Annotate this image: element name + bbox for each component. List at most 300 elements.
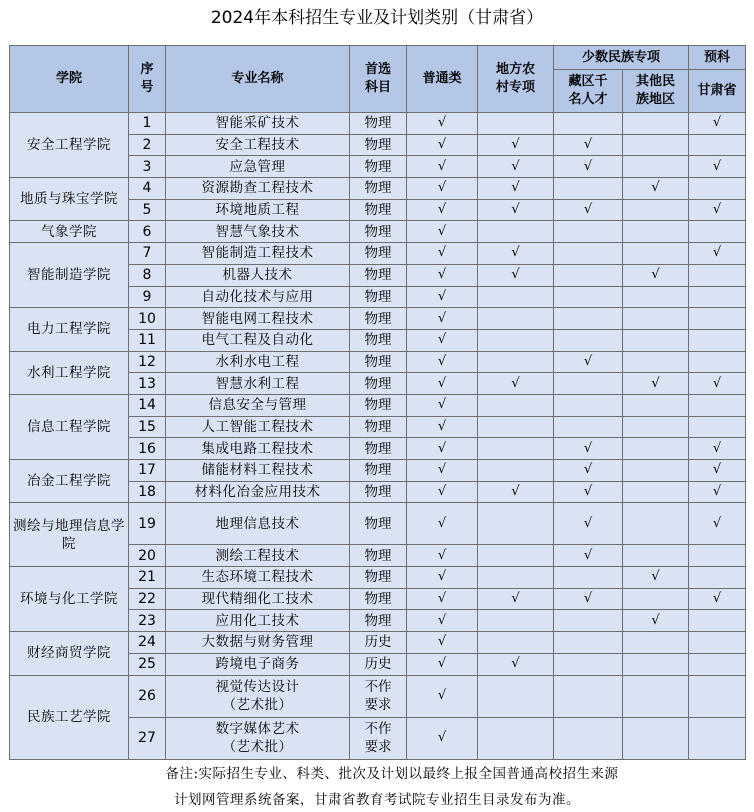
major-cell: 资源勘查工程技术	[166, 178, 350, 200]
gansu-check	[689, 503, 746, 545]
seq-cell: 26	[129, 675, 166, 717]
major-cell: 跨境电子商务	[166, 653, 350, 675]
other-minority-check	[623, 286, 689, 308]
table-row	[10, 567, 746, 589]
subject-cell: 物理	[350, 460, 407, 482]
other-minority-check	[623, 438, 689, 460]
rural-check	[478, 632, 554, 654]
table-row	[10, 394, 746, 416]
major-cell: 智慧水利工程	[166, 373, 350, 395]
tibet-check	[554, 632, 623, 654]
major-cell: 现代精细化工技术	[166, 588, 350, 610]
gansu-check	[689, 610, 746, 632]
school-name: 气象学院	[10, 221, 129, 243]
check-mark-icon: √	[651, 180, 660, 196]
header-minority-group: 少数民族专项	[554, 46, 689, 70]
check-mark-icon: √	[437, 180, 447, 196]
check-mark-icon: √	[437, 591, 447, 607]
other-minority-check	[623, 632, 689, 654]
subject-cell: 物理	[350, 199, 407, 221]
major-cell: 智能制造工程技术	[166, 243, 350, 265]
school-name: 安全工程学院	[10, 113, 129, 178]
gansu-check	[689, 438, 746, 460]
subject-cell: 物理	[350, 308, 407, 330]
check-mark-icon: √	[712, 158, 722, 174]
seq-cell: 24	[129, 632, 166, 654]
general-check	[407, 264, 478, 286]
tibet-check	[554, 610, 623, 632]
tibet-check	[554, 373, 623, 395]
rural-check	[478, 610, 554, 632]
tibet-check	[554, 394, 623, 416]
major-cell: 储能材料工程技术	[166, 460, 350, 482]
tibet-check	[554, 460, 623, 482]
check-mark-icon: √	[437, 397, 447, 413]
tibet-check	[554, 199, 623, 221]
check-mark-icon: √	[712, 462, 722, 478]
school-name: 电力工程学院	[10, 308, 129, 351]
table-row	[10, 503, 746, 545]
check-mark-icon: √	[437, 569, 447, 585]
table-row	[10, 351, 746, 373]
tibet-check	[554, 329, 623, 351]
subject-cell: 物理	[350, 438, 407, 460]
tibet-check	[554, 178, 623, 200]
other-minority-check	[623, 221, 689, 243]
tibet-check	[554, 243, 623, 265]
general-check	[407, 308, 478, 330]
tibet-check	[554, 503, 623, 545]
seq-cell: 2	[129, 134, 166, 156]
header-gansu: 甘肃省	[689, 70, 746, 113]
gansu-check	[689, 567, 746, 589]
gansu-check	[689, 394, 746, 416]
table-row	[10, 632, 746, 654]
major-cell: 人工智能工程技术	[166, 416, 350, 438]
school-name: 智能制造学院	[10, 243, 129, 308]
general-check	[407, 675, 478, 717]
rural-check	[478, 717, 554, 759]
other-minority-check	[623, 134, 689, 156]
seq-cell: 3	[129, 156, 166, 178]
general-check	[407, 481, 478, 503]
check-mark-icon: √	[651, 267, 660, 283]
school-name: 水利工程学院	[10, 351, 129, 394]
major-cell: 安全工程技术	[166, 134, 350, 156]
other-minority-check	[623, 264, 689, 286]
school-name: 财经商贸学院	[10, 632, 129, 675]
header-rural: 地方农 村专项	[478, 46, 554, 113]
gansu-check	[689, 416, 746, 438]
check-mark-icon: √	[583, 440, 593, 456]
rural-check	[478, 134, 554, 156]
other-minority-check	[623, 394, 689, 416]
general-check	[407, 567, 478, 589]
subject-cell: 物理	[350, 329, 407, 351]
check-mark-icon: √	[583, 591, 593, 607]
seq-cell: 19	[129, 503, 166, 545]
check-mark-icon: √	[437, 245, 447, 261]
major-cell: 生态环境工程技术	[166, 567, 350, 589]
check-mark-icon: √	[651, 612, 660, 628]
subject-cell: 物理	[350, 351, 407, 373]
gansu-check	[689, 199, 746, 221]
other-minority-check	[623, 113, 689, 135]
gansu-check	[689, 351, 746, 373]
check-mark-icon: √	[583, 158, 593, 174]
check-mark-icon: √	[437, 418, 447, 434]
check-mark-icon: √	[437, 515, 447, 531]
school-name: 民族工艺学院	[10, 675, 129, 759]
seq-cell: 18	[129, 481, 166, 503]
header-general: 普通类	[407, 46, 478, 113]
subject-cell: 物理	[350, 113, 407, 135]
header-subject: 首选 科目	[350, 46, 407, 113]
tibet-check	[554, 545, 623, 567]
tibet-check	[554, 438, 623, 460]
rural-check	[478, 653, 554, 675]
subject-cell: 物理	[350, 243, 407, 265]
seq-cell: 14	[129, 394, 166, 416]
table-row	[10, 221, 746, 243]
other-minority-check	[623, 416, 689, 438]
subject-cell: 物理	[350, 264, 407, 286]
major-cell: 视觉传达设计 （艺术批）	[166, 675, 350, 717]
major-cell: 数字媒体艺术 （艺术批）	[166, 717, 350, 759]
header-tibet: 藏区千 名人才	[554, 70, 623, 113]
tibet-check	[554, 134, 623, 156]
major-cell: 信息安全与管理	[166, 394, 350, 416]
check-mark-icon: √	[511, 267, 520, 283]
seq-cell: 22	[129, 588, 166, 610]
check-mark-icon: √	[712, 245, 722, 261]
major-cell: 应用化工技术	[166, 610, 350, 632]
school-name: 地质与珠宝学院	[10, 178, 129, 221]
check-mark-icon: √	[437, 137, 447, 153]
subject-cell: 物理	[350, 373, 407, 395]
gansu-check	[689, 653, 746, 675]
other-minority-check	[623, 588, 689, 610]
check-mark-icon: √	[511, 656, 520, 672]
rural-check	[478, 351, 554, 373]
general-check	[407, 460, 478, 482]
tibet-check	[554, 221, 623, 243]
check-mark-icon: √	[511, 591, 520, 607]
general-check	[407, 286, 478, 308]
gansu-check	[689, 178, 746, 200]
school-name: 冶金工程学院	[10, 460, 129, 503]
check-mark-icon: √	[437, 612, 447, 628]
general-check	[407, 653, 478, 675]
check-mark-icon: √	[511, 158, 520, 174]
rural-check	[478, 264, 554, 286]
check-mark-icon: √	[437, 730, 447, 745]
check-mark-icon: √	[437, 462, 447, 478]
check-mark-icon: √	[511, 137, 520, 153]
general-check	[407, 243, 478, 265]
rural-check	[478, 460, 554, 482]
check-mark-icon: √	[712, 115, 722, 131]
major-cell: 应急管理	[166, 156, 350, 178]
subject-cell: 物理	[350, 221, 407, 243]
check-mark-icon: √	[712, 375, 722, 391]
rural-check	[478, 394, 554, 416]
subject-cell: 物理	[350, 545, 407, 567]
subject-cell: 物理	[350, 588, 407, 610]
subject-cell: 物理	[350, 134, 407, 156]
check-mark-icon: √	[511, 180, 520, 196]
check-mark-icon: √	[437, 202, 447, 218]
check-mark-icon: √	[712, 484, 722, 500]
footnote-line-1: 备注:实际招生专业、科类、批次及计划以最终上报全国普通高校招生来源	[165, 766, 619, 782]
tibet-check	[554, 286, 623, 308]
tibet-check	[554, 481, 623, 503]
gansu-check	[689, 329, 746, 351]
general-check	[407, 199, 478, 221]
rural-check	[478, 286, 554, 308]
tibet-check	[554, 717, 623, 759]
subject-cell: 不作 要求	[350, 717, 407, 759]
gansu-check	[689, 221, 746, 243]
seq-cell: 25	[129, 653, 166, 675]
admission-table	[9, 45, 746, 760]
general-check	[407, 632, 478, 654]
other-minority-check	[623, 610, 689, 632]
school-name: 测绘与地理信息学院	[10, 503, 129, 567]
rural-check	[478, 675, 554, 717]
check-mark-icon: √	[651, 375, 660, 391]
general-check	[407, 373, 478, 395]
other-minority-check	[623, 308, 689, 330]
major-cell: 水利水电工程	[166, 351, 350, 373]
rural-check	[478, 221, 554, 243]
gansu-check	[689, 308, 746, 330]
other-minority-check	[623, 178, 689, 200]
gansu-check	[689, 588, 746, 610]
seq-cell: 9	[129, 286, 166, 308]
table-row	[10, 243, 746, 265]
rural-check	[478, 199, 554, 221]
seq-cell: 4	[129, 178, 166, 200]
tibet-check	[554, 653, 623, 675]
check-mark-icon: √	[437, 267, 447, 283]
rural-check	[478, 156, 554, 178]
rural-check	[478, 545, 554, 567]
general-check	[407, 610, 478, 632]
check-mark-icon: √	[437, 656, 447, 672]
seq-cell: 11	[129, 329, 166, 351]
check-mark-icon: √	[437, 688, 447, 703]
general-check	[407, 438, 478, 460]
school-name: 信息工程学院	[10, 394, 129, 459]
gansu-check	[689, 113, 746, 135]
general-check	[407, 717, 478, 759]
check-mark-icon: √	[583, 462, 593, 478]
major-cell: 环境地质工程	[166, 199, 350, 221]
gansu-check	[689, 134, 746, 156]
check-mark-icon: √	[437, 223, 447, 239]
tibet-check	[554, 308, 623, 330]
gansu-check	[689, 632, 746, 654]
seq-cell: 17	[129, 460, 166, 482]
subject-cell: 物理	[350, 156, 407, 178]
other-minority-check	[623, 156, 689, 178]
seq-cell: 20	[129, 545, 166, 567]
tibet-check	[554, 351, 623, 373]
tibet-check	[554, 416, 623, 438]
gansu-check	[689, 675, 746, 717]
check-mark-icon: √	[437, 375, 447, 391]
general-check	[407, 329, 478, 351]
seq-cell: 16	[129, 438, 166, 460]
gansu-check	[689, 545, 746, 567]
header-prep-group: 预科	[689, 46, 746, 70]
subject-cell: 物理	[350, 610, 407, 632]
subject-cell: 物理	[350, 394, 407, 416]
rural-check	[478, 503, 554, 545]
check-mark-icon: √	[437, 310, 447, 326]
rural-check	[478, 308, 554, 330]
seq-cell: 13	[129, 373, 166, 395]
check-mark-icon: √	[511, 375, 520, 391]
subject-cell: 物理	[350, 416, 407, 438]
table-row	[10, 460, 746, 482]
other-minority-check	[623, 243, 689, 265]
rural-check	[478, 373, 554, 395]
general-check	[407, 221, 478, 243]
check-mark-icon: √	[437, 332, 447, 348]
gansu-check	[689, 243, 746, 265]
other-minority-check	[623, 351, 689, 373]
school-name: 环境与化工学院	[10, 567, 129, 632]
check-mark-icon: √	[437, 484, 447, 500]
major-cell: 集成电路工程技术	[166, 438, 350, 460]
tibet-check	[554, 264, 623, 286]
footnote-line-2: 计划网管理系统备案，甘肃省教育考试院专业招生目录发布为准。	[174, 792, 580, 808]
seq-cell: 7	[129, 243, 166, 265]
other-minority-check	[623, 460, 689, 482]
subject-cell: 历史	[350, 653, 407, 675]
tibet-check	[554, 675, 623, 717]
check-mark-icon: √	[583, 137, 593, 153]
seq-cell: 21	[129, 567, 166, 589]
check-mark-icon: √	[712, 591, 722, 607]
major-cell: 智能采矿技术	[166, 113, 350, 135]
other-minority-check	[623, 329, 689, 351]
rural-check	[478, 113, 554, 135]
general-check	[407, 178, 478, 200]
check-mark-icon: √	[511, 484, 520, 500]
seq-cell: 5	[129, 199, 166, 221]
check-mark-icon: √	[437, 440, 447, 456]
tibet-check	[554, 588, 623, 610]
general-check	[407, 416, 478, 438]
major-cell: 智慧气象技术	[166, 221, 350, 243]
major-cell: 地理信息技术	[166, 503, 350, 545]
general-check	[407, 156, 478, 178]
rural-check	[478, 481, 554, 503]
header-school: 学院	[10, 46, 129, 113]
check-mark-icon: √	[437, 115, 447, 131]
check-mark-icon: √	[712, 440, 722, 456]
seq-cell: 12	[129, 351, 166, 373]
check-mark-icon: √	[437, 288, 447, 304]
other-minority-check	[623, 567, 689, 589]
general-check	[407, 588, 478, 610]
subject-cell: 历史	[350, 632, 407, 654]
major-cell: 机器人技术	[166, 264, 350, 286]
tibet-check	[554, 156, 623, 178]
rural-check	[478, 416, 554, 438]
header-other-minority: 其他民 族地区	[623, 70, 689, 113]
check-mark-icon: √	[511, 202, 520, 218]
rural-check	[478, 243, 554, 265]
rural-check	[478, 329, 554, 351]
table-row	[10, 308, 746, 330]
other-minority-check	[623, 481, 689, 503]
check-mark-icon: √	[712, 202, 722, 218]
major-cell: 材料化冶金应用技术	[166, 481, 350, 503]
check-mark-icon: √	[583, 202, 593, 218]
gansu-check	[689, 481, 746, 503]
major-cell: 智能电网工程技术	[166, 308, 350, 330]
check-mark-icon: √	[437, 547, 447, 563]
seq-cell: 6	[129, 221, 166, 243]
major-cell: 电气工程及自动化	[166, 329, 350, 351]
gansu-check	[689, 373, 746, 395]
subject-cell: 物理	[350, 286, 407, 308]
other-minority-check	[623, 199, 689, 221]
tibet-check	[554, 113, 623, 135]
rural-check	[478, 178, 554, 200]
subject-cell: 物理	[350, 178, 407, 200]
check-mark-icon: √	[583, 515, 593, 531]
tibet-check	[554, 567, 623, 589]
general-check	[407, 134, 478, 156]
table-row	[10, 675, 746, 717]
subject-cell: 物理	[350, 503, 407, 545]
check-mark-icon: √	[712, 515, 722, 531]
gansu-check	[689, 156, 746, 178]
check-mark-icon: √	[583, 547, 593, 563]
general-check	[407, 113, 478, 135]
seq-cell: 27	[129, 717, 166, 759]
table-body	[10, 113, 746, 760]
seq-cell: 23	[129, 610, 166, 632]
general-check	[407, 503, 478, 545]
check-mark-icon: √	[511, 245, 520, 261]
header-major: 专业名称	[166, 46, 350, 113]
rural-check	[478, 588, 554, 610]
major-cell: 大数据与财务管理	[166, 632, 350, 654]
rural-check	[478, 438, 554, 460]
major-cell: 测绘工程技术	[166, 545, 350, 567]
other-minority-check	[623, 503, 689, 545]
table-row	[10, 178, 746, 200]
general-check	[407, 394, 478, 416]
other-minority-check	[623, 373, 689, 395]
general-check	[407, 545, 478, 567]
other-minority-check	[623, 545, 689, 567]
rural-check	[478, 567, 554, 589]
page-title: 2024年本科招生专业及计划类别（甘肃省）	[210, 8, 544, 28]
gansu-check	[689, 717, 746, 759]
check-mark-icon: √	[583, 484, 593, 500]
general-check	[407, 351, 478, 373]
check-mark-icon: √	[437, 353, 447, 369]
major-cell: 自动化技术与应用	[166, 286, 350, 308]
table-row	[10, 113, 746, 135]
